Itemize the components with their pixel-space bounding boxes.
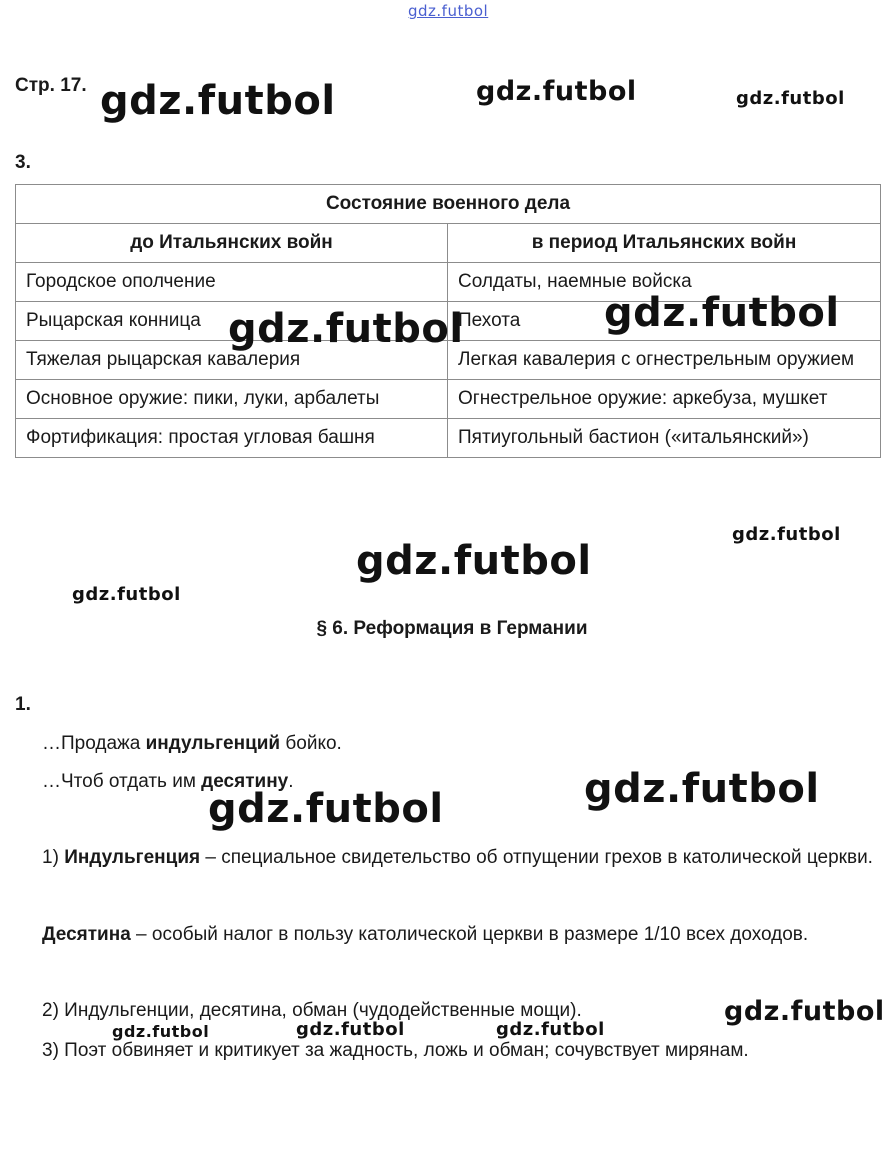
table-row [16,380,881,419]
watermark: gdz.futbol [100,78,336,124]
table-title-row [16,185,881,224]
quote-text: …Продажа [42,733,146,754]
answer-paragraph [15,916,880,954]
answer-line: 3) Поэт обвиняет и критикует за жадность, ложь и обман; сочувствует мирянам. [42,1040,749,1061]
watermark: gdz.futbol [496,1019,605,1040]
table-cell: Пятиугольный бастион («итальянский») [448,419,881,458]
column-header-before: до Итальянских войн [16,224,448,263]
watermark-top[interactable]: gdz.futbol [408,2,489,20]
watermark: gdz.futbol [604,290,840,336]
section-title: § 6. Реформация в Германии [316,618,588,639]
answer-text: – специальное свидетельство об отпущении грехов в католической церкви. [200,847,873,868]
task-number: 3. [15,152,31,173]
table-cell: Легкая кавалерия с огнестрельным оружием [448,341,881,380]
quote-term: десятину [201,771,289,792]
answer-paragraph [15,839,880,877]
watermark: gdz.futbol [736,88,845,109]
quote-text: …Чтоб отдать им [42,771,202,792]
table-cell: Тяжелая рыцарская кавалерия [16,341,448,380]
table-cell: Основное оружие: пики, луки, арбалеты [16,380,448,419]
table-cell: Городское ополчение [16,263,448,302]
watermark: gdz.futbol [356,538,592,584]
table-title: Состояние военного дела [16,185,881,224]
quote-text: . [288,771,294,792]
watermark: gdz.futbol [72,584,181,605]
table-cell: Фортификация: простая угловая башня [16,419,448,458]
watermark: gdz.futbol [228,306,464,352]
answer-line: 2) Индульгенции, десятина, обман (чудодейственные мощи). [42,1000,582,1021]
table-cell: Пехота [448,302,881,341]
table-cell: Огнестрельное оружие: аркебуза, мушкет [448,380,881,419]
quote-term: индульгенций [145,733,281,754]
watermark: gdz.futbol [112,1022,210,1041]
table-header-row [16,224,881,263]
page-label: Стр. 17. [15,75,87,96]
table-cell: Рыцарская конница [16,302,448,341]
quote-text: бойко. [280,733,342,754]
answer-term: Индульгенция [64,847,201,868]
watermark: gdz.futbol [724,996,885,1027]
watermark: gdz.futbol [732,524,841,545]
task-number: 1. [15,694,31,715]
answer-text: – особый налог в пользу католической церкви в размере 1/10 всех доходов. [130,924,809,945]
watermark: gdz.futbol [208,786,444,832]
answer-term: Десятина [42,924,131,945]
watermark: gdz.futbol [296,1019,405,1040]
answer-number: 1) [42,847,65,868]
watermark: gdz.futbol [476,76,637,107]
column-header-during: в период Итальянских войн [448,224,881,263]
table-row [16,419,881,458]
watermark: gdz.futbol [584,766,820,812]
quote-line [42,733,342,755]
table-cell: Солдаты, наемные войска [448,263,881,302]
